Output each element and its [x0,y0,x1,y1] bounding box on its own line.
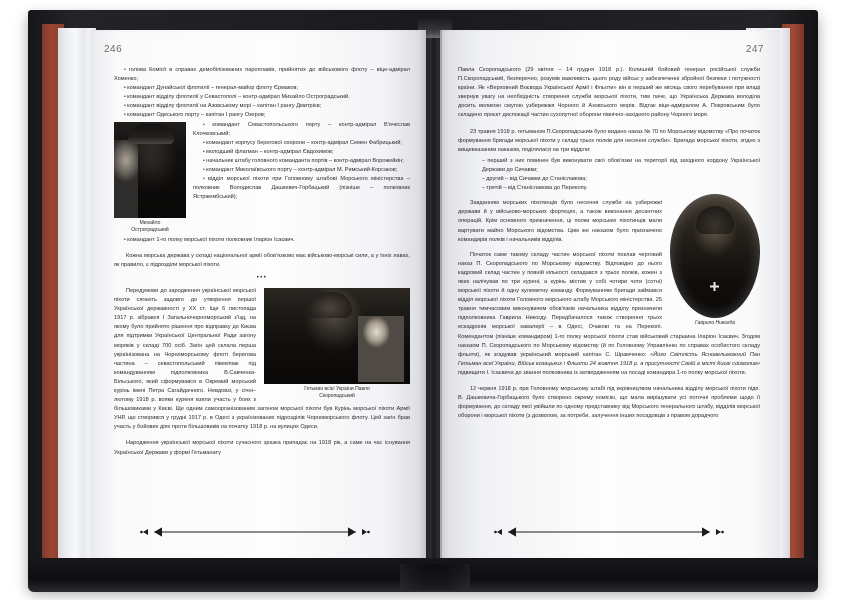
text-column-left [114,66,410,458]
figure-ostrogradsky [114,122,186,234]
page-right [440,30,780,560]
paragraph-tail: підвищити І. Ісаєвича до звання полковника із затвердженням на посаді командира 1-го полку морської піхоти. [458,369,747,376]
decorative-arrow-rule-left [140,526,370,538]
paragraph-lead: Початок саме такому складу частин морської піхоти поклав черговий наказ П. Скоропадського по Морському відомству. Відповідно до нього кадровий склад частин у повній кількості складався з трьох полків, кожен з яких налічував по три курені, а курінь містив у собі чотири чоти (сотні) морської піхоти й одну кулеметну команду. Формуванням бригади займався відділ морської піхоти Головного морського штабу Морського міністерства. 25 травня тимчасовим виконувачем обов'язків начальника відділу призначили підполковника Гаврила Никогду. Передбачалося також створення трьох ескадронів морської кавалерії – в Одесі, Очакові та на Перекопі. Комендантом (пізніше командиром) 1-го полку морської піхоти став військовий старшина Іларіон Ісаєвич. Згодом наказом П. Скоропадського по Морському відомству (й по Головному Управлінню по справах особистого складу фльоти), як згадував український морський капітан С. Шрамченко: [458,251,760,358]
caption-line-2: Остроградський [131,226,169,233]
list-item: • відділ морської піхоти при Головному штабові Морського міністерства – полковник Володислав Дашкевич-Горбацький (пізніше – полковник Ястржембський); [114,175,410,202]
officer-bullet-list [114,66,410,121]
caption-line-2: Скоропадський [319,392,355,399]
page-number-left: 246 [104,44,123,55]
figure-caption: Гаврило Никогда [695,320,735,327]
list-item: – другий – від Сичавки до Станіславова; [458,175,760,184]
list-item: • командант Одеського порту – капітан І рангу Озеров; [114,111,410,120]
paragraph: 12 червня 1918 р. при Головному морському штабі під керівництвом начальника відділу морської піхоти підп. В. Дашкевича-Горбацького було створено окрему комісію, що мала вирішувати усі поточні проблеми щодо її формування, до складу якої увійшли по одному представнику від Морського генерального штабу, відділів морської оборони і морської піхоти (з дозволом, за потреби, залучення інших посадовців з правом дорадчого [458,386,760,420]
portrait-photo-nykohda [670,194,760,318]
book-spine-bottom [400,564,470,590]
caption-line-1: Гетьман всієї України Павло [304,385,370,392]
list-item: • начальник штабу головного команданта портів – контр-адмірал Ворожейкін; [114,157,410,166]
list-item: – третій – від Станіславова до Перекопу. [458,184,760,193]
list-item: • командант відділу флотилії у Севастополі – контр-адмірал Михайло Остроградський. [114,93,410,102]
list-item: • командант Дунайської флотилії – генерал-майор флоту Єрмаков; [114,84,410,93]
page-left [90,30,426,560]
open-book [28,10,818,592]
list-item: – перший з них повинен був виконувати свої обов'язки на території від західного кордону Української Держави до Сичавки; [458,157,760,175]
paragraph: Кожна морська держава у складі національної армії обов'язково має військово-морські сили, а у їхніх лавах, як правило, є підрозділи морської піхоти. [114,252,410,268]
section-divider-asterisks: ••• [256,274,268,281]
page-number-right: 247 [745,44,764,55]
caption-line-1: Михайло [139,219,161,226]
figure-nykohda [670,194,760,327]
portrait-photo-skoropadsky [264,288,410,384]
figure-caption [114,220,186,234]
paragraph: 23 травня 1918 р. гетьманом П.Скоропадським було видано наказ № 70 по Морському відомству «Про початок формування бригади морської піхоти у складі трьох полків для несення служби». Бригада морської піхоти, згідно з вищевказаним наказом, поділялася на три відділи: [458,128,760,153]
figure-skoropadsky [264,288,410,400]
paragraph: Завданням морських піхотинців було несення служби на узбережжі держави й у військово-морських фортецях, а також виконання десантних операцій. Крім основного призначення, ці полки морських піхотинців мали вартувати майно Морського відомства. Цим же наказом було призначено командирів полків і начальників відділів. [458,200,662,243]
list-item: • голова Комісії в справах демобілізованих пароплавів, прийнятих до військового флоту – віце-адмірал Хоменко; [114,66,410,84]
portrait-photo-ostrogradsky [114,122,186,218]
list-item: • командант відділу флотилії на Азовському морі – капітан І рангу Дмитрієв; [114,102,410,111]
list-item: • командант корпусу берегової охорони – контр-адмірал Семен Фабрицький; [114,139,410,148]
text-column-right [458,66,760,421]
brigade-divisions-list [458,157,760,193]
paragraph: Павла Скоропадського (29 квітня – 14 грудня 1918 р.). Колишній бойовий генерал російської служби П.Скоропадський, безперечно, розумів важливість цього роду військ у забезпеченні збройної безпеки і потужності країни. Як «Верховний Воєвода Української Армії і Фльоти» він в перший же місяць свого перебування при владі звернув увагу на необхідність створення служби морської піхоти, тим паче, що Українська Держава володіла досить великою смугою узбережжя Чорного й Азовського морів. Відтак віце-адміралом А. Покровським було складено проєкт диспокації частин сухопутної оборони північно-західного району Чорного моря. [458,67,760,119]
decorative-arrow-rule-right [494,526,724,538]
list-item: • командант Миколаївського порту – контр-адмірал М. Римський-Корсаков; [114,166,410,175]
officer-bullet-list-last [114,236,410,245]
list-item: • командант 1-го полку морської піхоти полковник Іларіон Ісаєвич. [114,236,410,245]
list-item: • молодший флагман – контр-адмірал Євдохимов; [114,148,410,157]
paragraph: Передумови до зародження української морської піхоти сягають задовго до утворення першої Української державності у ХХ ст. Іще 6 листопада 1917 р. зібрався І Загальночорноморський з'їзд, на якому було прийнято рішення про відправку до Києва для підтримки Української Центральної Ради загону моряків у складі 700 осіб. Загін цей склала перша українізована на Чорноморському флоті берегова частина – севастопольський півекіпаж під командуванням підполковника В.Савченка-Більського, який сформувався в Окремий морський курінь імені Петра Сагайдачного. Невдовзі, у січні–лютому 1918 р. вояки куреня взяли участь у боях з більшовиками у Києві. Ще одним самоорганізованим загоном морської піхоти був Курінь морської піхоти Армії УНР, що створився у грудні 1917 р. в Одесі з українізованих підрозділів Чорноморського флоту. Цей загін брав участь у бойових діях проти більшовиків на початку 1918 р. на вулицях Одеси. [114,287,410,431]
figure-caption [264,386,410,400]
list-item: • командант Севастопольського порту – контр-адмірал В'ячеслав Клочковський; [114,121,410,139]
paragraph: Народження української морської піхоти сучасного зразка припадає на 1918 рік, а саме на час існування Української Держави у формі Гетьманату [114,440,410,456]
book-gutter-shadow [426,30,442,560]
italic-quotation: «Його Світлість Ясновельможний Пан Гетьман всеї України, Військ козацьких і Фльоти 24 жовтня 1918 р. в присутності Своїй в місті Києві соізволив» [458,351,760,367]
